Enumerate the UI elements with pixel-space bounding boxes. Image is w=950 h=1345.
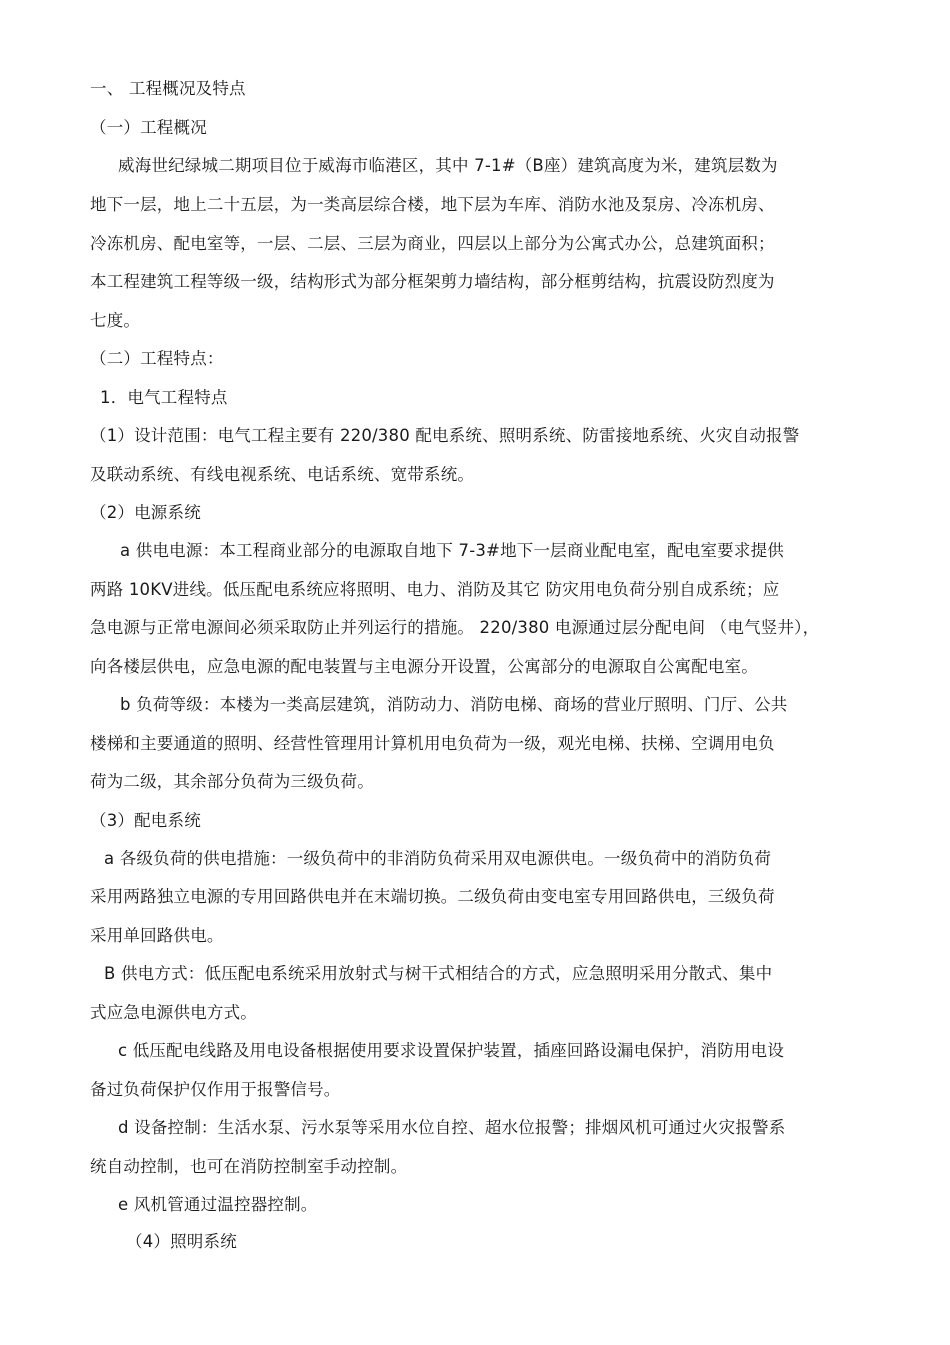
item-heading: （2）电源系统 bbox=[90, 503, 201, 522]
paragraph-line: （1）设计范围：电气工程主要有 220/380 配电系统、照明系统、防雷接地系统、火灾自动报警 bbox=[90, 426, 800, 445]
paragraph-line: 荷为二级，其余部分负荷为三级负荷。 bbox=[90, 772, 374, 791]
paragraph-line: 统自动控制，也可在消防控制室手动控制。 bbox=[90, 1157, 408, 1176]
paragraph-line: 七度。 bbox=[90, 311, 141, 330]
subsection-heading: （二）工程特点： bbox=[90, 349, 224, 368]
item-heading: （4）照明系统 bbox=[126, 1232, 237, 1251]
paragraph-line: 地下一层，地上二十五层，为一类高层综合楼，地下层为车库、消防水池及泵房、冷冻机房、 bbox=[90, 195, 775, 214]
paragraph-line: d 设备控制：生活水泵、污水泵等采用水位自控、超水位报警；排烟风机可通过火灾报警系 bbox=[118, 1118, 786, 1137]
paragraph-line: 式应急电源供电方式。 bbox=[90, 1003, 257, 1022]
paragraph-line: 及联动系统、有线电视系统、电话系统、宽带系统。 bbox=[90, 465, 475, 484]
paragraph-line: 采用两路独立电源的专用回路供电并在末端切换。二级负荷由变电室专用回路供电，三级负荷 bbox=[90, 887, 775, 906]
paragraph-line: 备过负荷保护仅作用于报警信号。 bbox=[90, 1080, 341, 1099]
item-heading: 1．电气工程特点 bbox=[100, 388, 228, 407]
paragraph-line: b 负荷等级：本楼为一类高层建筑，消防动力、消防电梯、商场的营业厅照明、门厅、公共 bbox=[120, 695, 788, 714]
paragraph-line: 急电源与正常电源间必须采取防止并列运行的措施。 220/380 电源通过层分配电间 （电气竖井）， bbox=[90, 618, 820, 637]
paragraph-line: 冷冻机房、配电室等，一层、二层、三层为商业，四层以上部分为公寓式办公，总建筑面积； bbox=[90, 234, 775, 253]
paragraph-line: B 供电方式：低压配电系统采用放射式与树干式相结合的方式，应急照明采用分散式、集中 bbox=[104, 964, 773, 983]
paragraph-line: 楼梯和主要通道的照明、经营性管理用计算机用电负荷为一级，观光电梯、扶梯、空调用电负 bbox=[90, 734, 775, 753]
paragraph-line: 向各楼层供电，应急电源的配电装置与主电源分开设置，公寓部分的电源取自公寓配电室。 bbox=[90, 657, 758, 676]
paragraph-line: c 低压配电线路及用电设备根据使用要求设置保护装置，插座回路设漏电保护，消防用电设 bbox=[118, 1041, 785, 1060]
item-heading: （3）配电系统 bbox=[90, 811, 201, 830]
subsection-heading: （一）工程概况 bbox=[90, 118, 207, 137]
paragraph-line: 威海世纪绿城二期项目位于威海市临港区，其中 7-1#（B座）建筑高度为米，建筑层数为 bbox=[118, 156, 778, 175]
paragraph-line: a 各级负荷的供电措施：一级负荷中的非消防负荷采用双电源供电。一级负荷中的消防负荷 bbox=[104, 849, 772, 868]
paragraph-line: a 供电电源：本工程商业部分的电源取自地下 7-3#地下一层商业配电室，配电室要求提供 bbox=[120, 541, 784, 560]
paragraph-line: 本工程建筑工程等级一级，结构形式为部分框架剪力墙结构，部分框剪结构，抗震设防烈度为 bbox=[90, 272, 775, 291]
paragraph-line: 两路 10KV进线。低压配电系统应将照明、电力、消防及其它 防灾用电负荷分别自成系统；应 bbox=[90, 580, 780, 599]
paragraph-line: e 风机管通过温控器控制。 bbox=[118, 1195, 318, 1214]
section-heading: 一、 工程概况及特点 bbox=[90, 79, 246, 98]
paragraph-line: 采用单回路供电。 bbox=[90, 926, 224, 945]
